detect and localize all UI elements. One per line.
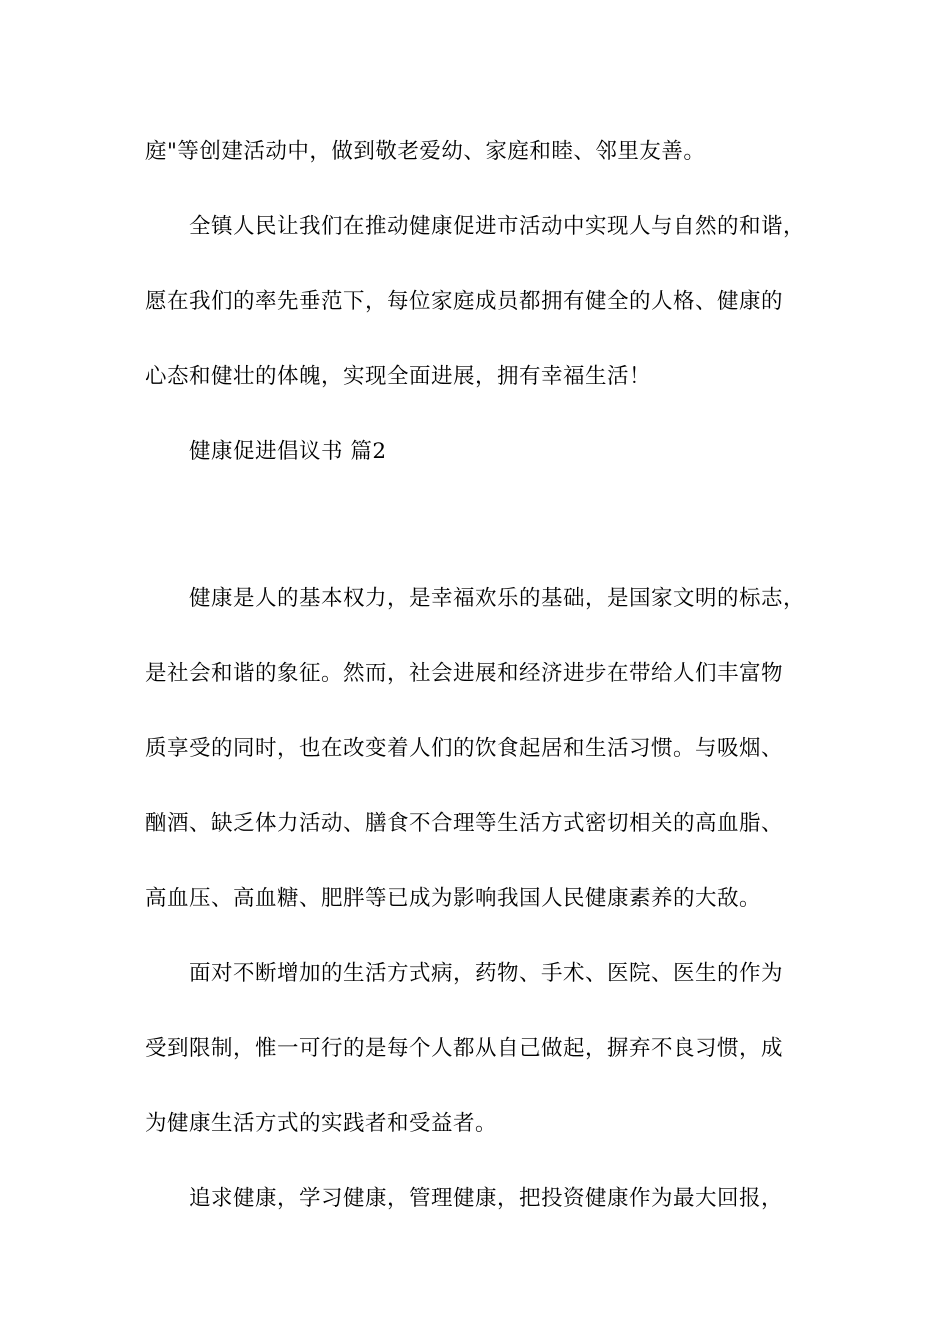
text-line: 受到限制，惟一可行的是每个人都从自己做起，摒弃不良习惯，成 (145, 1036, 784, 1061)
text-line: 健康是人的基本权力，是幸福欢乐的基础，是国家文明的标志， (189, 586, 806, 611)
text-line: 心态和健壮的体魄，实现全面进展，拥有幸福生活！ (145, 364, 652, 389)
text-line: 是社会和谐的象征。然而，社会进展和经济进步在带给人们丰富物 (145, 661, 784, 686)
text-line: 愿在我们的率先垂范下，每位家庭成员都拥有健全的人格、健康的 (145, 289, 784, 314)
text-line: 高血压、高血糖、肥胖等已成为影响我国人民健康素养的大敌。 (145, 886, 762, 911)
section-heading: 健康促进倡议书 篇2 (189, 439, 387, 464)
text-line: 质享受的同时，也在改变着人们的饮食起居和生活习惯。与吸烟、 (145, 736, 784, 761)
text-line: 追求健康，学习健康，管理健康，把投资健康作为最大回报， (189, 1186, 784, 1211)
text-line: 庭"等创建活动中，做到敬老爱幼、家庭和睦、邻里友善。 (145, 139, 706, 164)
text-line: 为健康生活方式的实践者和受益者。 (145, 1111, 498, 1136)
text-line: 面对不断增加的生活方式病，药物、手术、医院、医生的作为 (189, 961, 784, 986)
text-line: 全镇人民让我们在推动健康促进市活动中实现人与自然的和谐， (189, 214, 806, 239)
text-line: 酗酒、缺乏体力活动、膳食不合理等生活方式密切相关的高血脂、 (145, 811, 784, 836)
